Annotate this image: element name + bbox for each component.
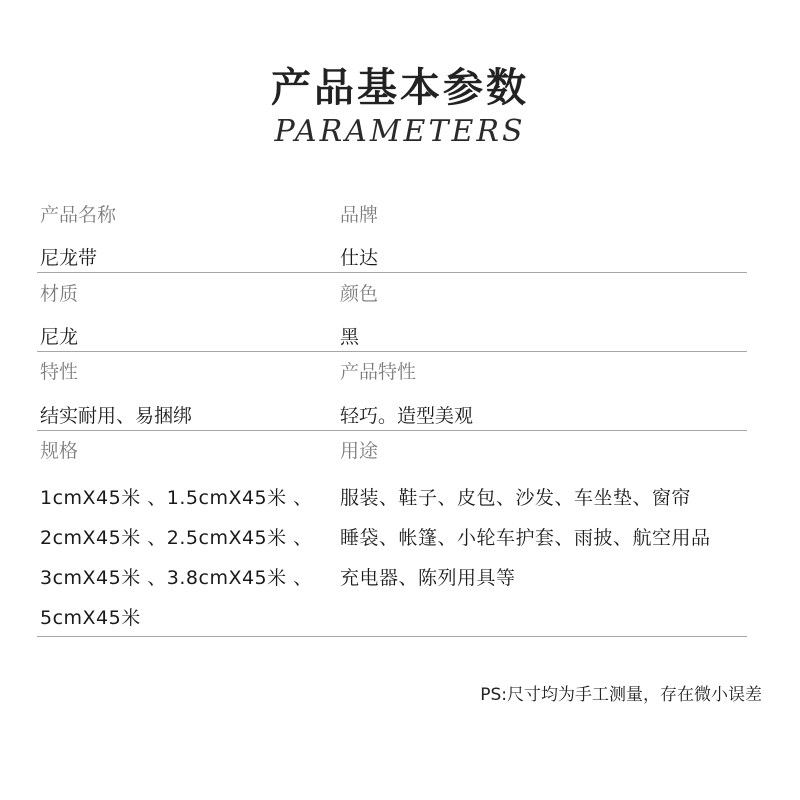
brand-label: 品牌	[340, 204, 379, 226]
feature-label: 特性	[40, 361, 79, 383]
product-name-label: 产品名称	[40, 204, 117, 226]
spec-line: 2cmX45米 、2.5cmX45米 、	[40, 527, 313, 549]
spec-label: 规格	[40, 440, 79, 462]
divider	[37, 430, 747, 431]
page-title: 产品基本参数	[271, 65, 529, 111]
brand-value: 仕达	[340, 247, 379, 269]
divider	[37, 272, 747, 273]
usage-line: 充电器、陈列用具等	[340, 567, 516, 589]
product-feature-value: 轻巧。造型美观	[340, 405, 474, 427]
feature-value: 结实耐用、易捆绑	[40, 405, 193, 427]
divider	[37, 351, 747, 352]
material-value: 尼龙	[40, 326, 79, 348]
spec-line: 5cmX45米	[40, 607, 141, 629]
divider	[37, 636, 747, 637]
spec-line: 1cmX45米 、1.5cmX45米 、	[40, 487, 313, 509]
material-label: 材质	[40, 283, 79, 305]
color-value: 黑	[340, 326, 360, 348]
spec-line: 3cmX45米 、3.8cmX45米 、	[40, 567, 313, 589]
product-feature-label: 产品特性	[340, 361, 417, 383]
color-label: 颜色	[340, 283, 379, 305]
usage-line: 服装、鞋子、皮包、沙发、车坐垫、窗帘	[340, 487, 692, 509]
page-subtitle: PARAMETERS	[274, 114, 526, 149]
usage-line: 睡袋、帐篷、小轮车护套、雨披、航空用品	[340, 527, 711, 549]
measurement-note: PS:尺寸均为手工测量，存在微小误差	[480, 685, 762, 705]
usage-label: 用途	[340, 440, 379, 462]
product-name-value: 尼龙带	[40, 247, 98, 269]
